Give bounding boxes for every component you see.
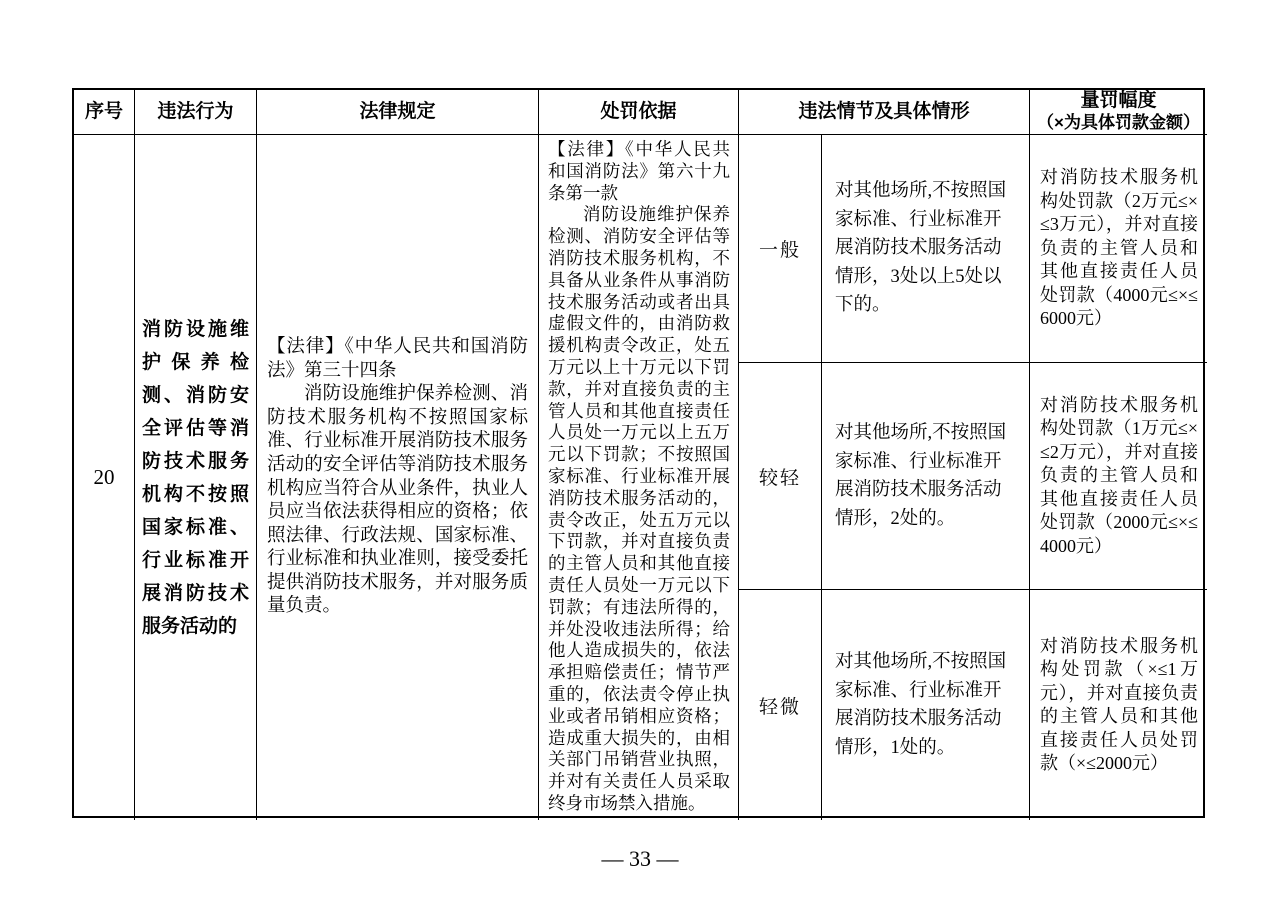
header-circumstances — [739, 90, 1030, 135]
seq-value: 20 — [93, 465, 115, 489]
penalty-basis-heading: 【法律】《中华人民共和国消防法》第六十九条第一款 — [548, 139, 730, 203]
header-seq — [74, 90, 135, 135]
penalty-basis-body: 消防设施维护保养检测、消防安全评估等消防技术服务机构，不具备从业条件从事消防技术服务活动或者出具虚假文件的，由消防救援机构责令改正，处五万元以上十万元以下罚款，并对直接负责的主管人员和其他直接责任人员处一万元以上五万元以下罚款；不按照国家标准、行业标准开展消防技术服务活动的，责令改正，处五万元以下罚款，并对直接负责的主管人员和其他直接责任人员处一万元以下罚款；有违法所得的，并处没收违法所得；给他人造成损失的，依法承担赔偿责任；情节严重的，依法责令停止执业或者吊销相应资格；造成重大损失的，由相关部门吊销营业执照，并对有关责任人员采取终身市场禁入措施。 — [548, 204, 730, 813]
penalty-table — [72, 88, 1205, 818]
penalty-range-cell-minor — [1030, 590, 1207, 820]
circumstance-cell-general — [822, 135, 1030, 363]
circumstance-text: 对其他场所,不按照国家标准、行业标准开展消防技术服务活动情形，1处的。 — [835, 652, 1007, 758]
circumstance-cell-lighter — [822, 363, 1030, 590]
penalty-range-text: 对消防技术服务机构处罚款（1万元≤×≤2万元），并对直接负责的主管人员和其他直接责任人员处罚款（2000元≤×≤4000元） — [1040, 394, 1198, 556]
severity-label: 一般 — [758, 240, 801, 261]
cell-violation — [135, 135, 257, 820]
penalty-range-cell-general — [1030, 135, 1207, 363]
legal-provision-body: 消防设施维护保养检测、消防技术服务机构不按照国家标准、行业标准开展消防技术服务活动的安全评估等消防技术服务机构应当符合从业条件，执业人员应当依法获得相应的资格；依照法律、行政法规、国家标准、行业标准和执业准则，接受委托提供消防技术服务，并对服务质量负责。 — [267, 384, 528, 617]
page-number: — 33 — — [601, 846, 679, 871]
cell-legal-provision — [257, 135, 539, 820]
cell-seq — [74, 135, 135, 820]
severity-label: 较轻 — [758, 467, 801, 489]
severity-label: 轻微 — [758, 696, 801, 718]
header-seq-label: 序号 — [84, 101, 123, 122]
header-violation — [135, 90, 257, 135]
penalty-range-cell-lighter — [1030, 363, 1207, 590]
circumstance-cell-minor — [822, 590, 1030, 820]
header-legal-provision-label: 法律规定 — [359, 101, 436, 122]
penalty-range-text: 对消防技术服务机构处罚款（2万元≤×≤3万元），并对直接负责的主管人员和其他直接责任人员处罚款（4000元≤×≤6000元） — [1040, 167, 1198, 329]
circumstance-text: 对其他场所,不按照国家标准、行业标准开展消防技术服务活动情形，2处的。 — [835, 423, 1007, 529]
cell-penalty-basis — [539, 135, 739, 820]
penalty-range-text: 对消防技术服务机构处罚款（×≤1万元），并对直接负责的主管人员和其他直接责任人员处罚款（×≤2000元） — [1040, 635, 1198, 773]
header-penalty-basis-label: 处罚依据 — [600, 101, 677, 122]
header-legal-provision — [257, 90, 539, 135]
header-violation-label: 违法行为 — [157, 101, 234, 122]
legal-provision-heading: 【法律】《中华人民共和国消防法》第三十四条 — [267, 336, 528, 381]
header-penalty-range — [1030, 90, 1207, 135]
severity-cell-lighter — [739, 363, 822, 590]
header-penalty-basis — [539, 90, 739, 135]
header-penalty-range-title: 量罚幅度 — [1080, 90, 1157, 111]
severity-cell-general — [739, 135, 822, 363]
violation-text: 消防设施维护保养检测、消防安全评估等消防技术服务机构不按照国家标准、行业标准开展消防技术服务活动的 — [142, 318, 249, 637]
severity-cell-minor — [739, 590, 822, 820]
circumstance-text: 对其他场所,不按照国家标准、行业标准开展消防技术服务活动情形，3处以上5处以下的。 — [835, 181, 1007, 316]
header-penalty-range-note: （×为具体罚款金额） — [1037, 113, 1200, 132]
header-circumstances-label: 违法情节及具体情形 — [798, 101, 970, 122]
